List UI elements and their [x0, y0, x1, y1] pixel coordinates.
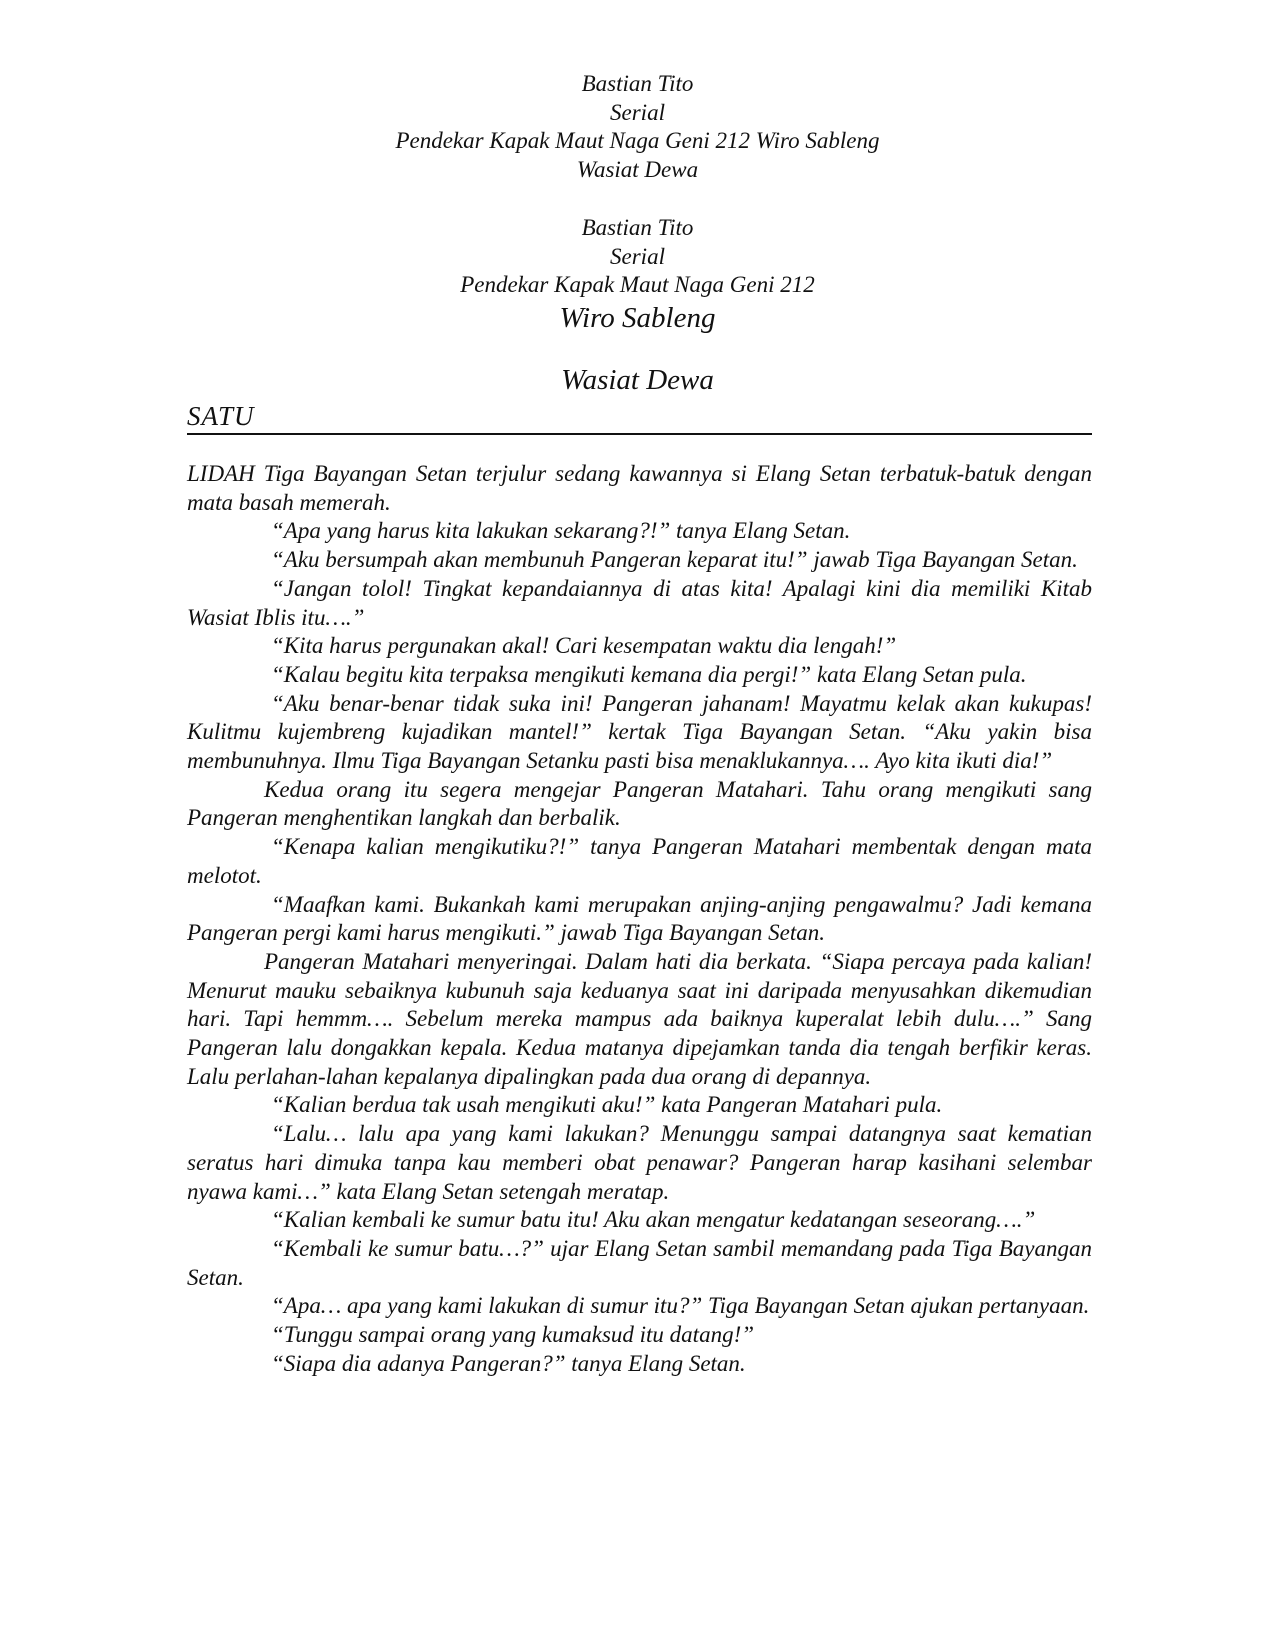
paragraph: “Tunggu sampai orang yang kumaksud itu datang!” — [271, 1322, 755, 1348]
paragraph: “Kalian berdua tak usah mengikuti aku!” kata Pangeran Matahari pula. — [271, 1092, 943, 1118]
paragraph: “Aku bersumpah akan membunuh Pangeran keparat itu!” jawab Tiga Bayangan Setan. — [271, 547, 1078, 573]
paragraph: Pangeran Matahari menyeringai. Dalam hati dia berkata. “Siapa percaya pada kalian! Menurut mauku sebaiknya kubunuh saja keduanya saat ini daripada menyusahkan dikemudian hari. Tapi hemmm…. Sebelum mereka mampus ada baiknya kuperalat lebih dulu….” Sang Pangeran lalu dongakkan kepala. Kedua matanya dipejamkan tanda dia tengah berfikir keras. Lalu perlahan-lahan kepalanya dipalingkan pada dua orang di depannya. — [187, 948, 1092, 1089]
paragraph: “Apa yang harus kita lakukan sekarang?!” tanya Elang Setan. — [271, 518, 851, 544]
header-block-1 — [0, 70, 1275, 184]
author-name: Bastian Tito — [581, 215, 694, 240]
book-title: Wasiat Dewa — [576, 156, 699, 182]
paragraph: “Kembali ke sumur batu…?” ujar Elang Setan sambil memandang pada Tiga Bayangan Setan. — [187, 1235, 1092, 1290]
paragraph: “Lalu… lalu apa yang kami lakukan? Menunggu sampai datangnya saat kematian seratus hari dimuka tanpa kau memberi obat penawar? Pangeran harap kasihani selembar nyawa kami…” kata Elang Setan setengah meratap. — [187, 1121, 1092, 1204]
author-name: Bastian Tito — [581, 71, 694, 96]
paragraph: “Aku benar-benar tidak suka ini! Pangeran jahanam! Mayatmu kelak akan kukupas! Kulitmu kujembreng kujadikan mantel!” kertak Tiga Bayangan Setan. “Aku yakin bisa membunuhnya. Ilmu Tiga Bayangan Setanku pasti bisa menaklukannya…. Ayo kita ikuti dia!” — [187, 690, 1092, 774]
paragraph: “Apa… apa yang kami lakukan di sumur itu?” Tiga Bayangan Setan ajukan pertanyaan. — [271, 1293, 1090, 1319]
paragraph: “Siapa dia adanya Pangeran?” tanya Elang Setan. — [271, 1350, 746, 1376]
paragraph: Kedua orang itu segera mengejar Pangeran Matahari. Tahu orang mengikuti sang Pangeran menghentikan langkah dan berbalik. — [187, 776, 1092, 831]
paragraph: “Kalian kembali ke sumur batu itu! Aku akan mengatur kedatangan seseorang….” — [271, 1207, 1036, 1233]
hero-name: Wiro Sableng — [559, 301, 716, 334]
paragraph: “Maafkan kami. Bukankah kami merupakan anjing-anjing pengawalmu? Jadi kemana Pangeran pergi kami harus mengikuti.” jawab Tiga Bayangan Setan. — [187, 891, 1092, 946]
series-label: Serial — [610, 243, 665, 269]
paragraph: “Kalau begitu kita terpaksa mengikuti kemana dia pergi!” kata Elang Setan pula. — [271, 661, 1027, 687]
header-block-2 — [0, 214, 1275, 336]
paragraph: LIDAH Tiga Bayangan Setan terjulur sedang kawannya si Elang Setan terbatuk-batuk dengan mata basah memerah. — [187, 461, 1092, 515]
series-title: Pendekar Kapak Maut Naga Geni 212 Wiro Sableng — [395, 128, 880, 153]
series-title: Pendekar Kapak Maut Naga Geni 212 — [460, 272, 815, 297]
paragraph: “Jangan tolol! Tingkat kepandaiannya di atas kita! Apalagi kini dia memiliki Kitab Wasiat Iblis itu….” — [187, 575, 1092, 630]
paragraph: “Kenapa kalian mengikutiku?!” tanya Pangeran Matahari membentak dengan mata melotot. — [187, 834, 1092, 888]
book-title-large: Wasiat Dewa — [561, 364, 714, 396]
body-text — [187, 460, 1092, 1379]
series-label: Serial — [610, 99, 665, 125]
chapter-heading: SATU — [187, 400, 1092, 435]
paragraph: “Kita harus pergunakan akal! Cari kesempatan waktu dia lengah!” — [271, 633, 897, 659]
